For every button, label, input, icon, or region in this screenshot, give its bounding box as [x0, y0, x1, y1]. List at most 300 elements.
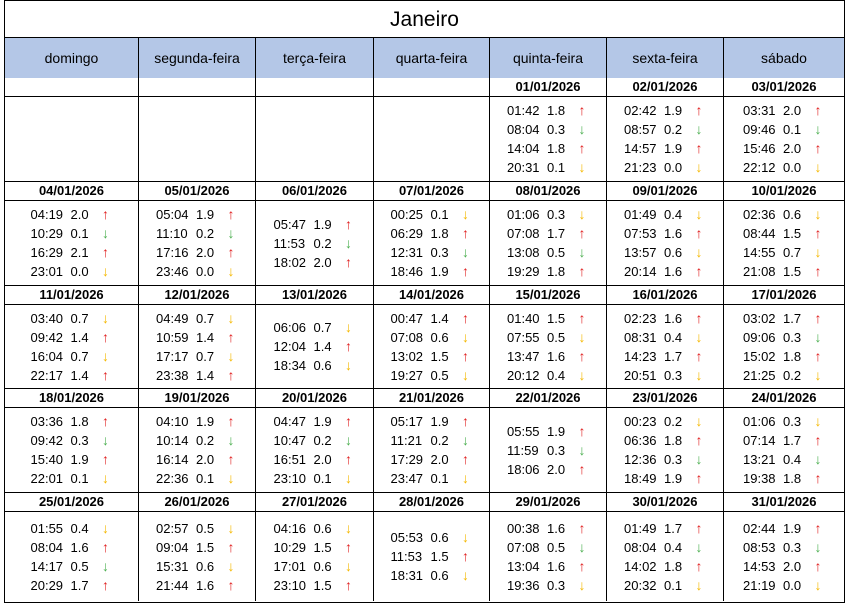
- arrow-up-icon: ↑: [462, 225, 469, 241]
- tide-height: 1.5: [547, 310, 566, 326]
- tide-height: 0.3: [547, 122, 566, 137]
- tide-list: [490, 201, 606, 286]
- weeks-grid: [5, 78, 844, 601]
- tide-height: 0.7: [70, 310, 89, 326]
- day-cell: [139, 493, 256, 601]
- tide-height: 0.6: [313, 558, 332, 574]
- tide-time: 07:53: [624, 226, 657, 241]
- tide-list: [607, 305, 723, 389]
- arrow-down-icon: ↓: [578, 366, 586, 383]
- tide-height: 0.6: [196, 558, 215, 574]
- day-date: 28/01/2026: [374, 493, 489, 512]
- arrow-up-icon: ↑: [345, 538, 352, 555]
- tide-entry: [274, 234, 356, 253]
- day-date: 01/01/2026: [490, 78, 606, 97]
- tide-height: 0.1: [430, 471, 449, 486]
- tide-time: 19:29: [507, 264, 540, 279]
- tide-time: 06:29: [390, 226, 424, 241]
- tide-height: 0.2: [196, 433, 215, 448]
- tide-height: 0.2: [313, 235, 332, 251]
- day-date: 23/01/2026: [607, 389, 723, 408]
- tide-entry: [156, 557, 238, 576]
- arrow-up-icon: ↑: [814, 432, 822, 448]
- arrow-down-icon: ↓: [345, 557, 352, 574]
- tide-height: 0.7: [196, 310, 215, 326]
- tide-height: 1.7: [664, 348, 683, 364]
- tide-entry: [624, 469, 706, 488]
- tide-height: 1.4: [313, 339, 332, 354]
- tide-time: 10:29: [273, 539, 307, 555]
- tide-list: [139, 201, 255, 286]
- tide-time: 05:53: [390, 530, 424, 545]
- tide-entry: [31, 557, 113, 576]
- tide-entry: [31, 431, 113, 450]
- arrow-down-icon: ↓: [462, 366, 469, 383]
- tide-time: 16:29: [30, 245, 64, 260]
- arrow-down-icon: ↓: [578, 576, 586, 593]
- weekday-header-row: [5, 38, 844, 78]
- tide-time: 08:04: [624, 539, 657, 555]
- arrow-up-icon: ↑: [102, 366, 109, 383]
- day-cell: [607, 493, 724, 601]
- tide-time: 13:04: [507, 558, 540, 574]
- tide-entry: [274, 253, 356, 272]
- tide-calendar: [4, 0, 845, 603]
- arrow-down-icon: ↓: [227, 225, 235, 241]
- tide-height: 1.9: [70, 452, 89, 467]
- day-cell: [724, 286, 844, 389]
- arrow-down-icon: ↓: [345, 432, 352, 448]
- tide-height: 0.0: [70, 264, 89, 279]
- arrow-down-icon: ↓: [695, 576, 703, 593]
- tide-time: 08:04: [30, 539, 64, 555]
- tide-height: 1.8: [547, 264, 566, 279]
- tide-time: 01:06: [507, 207, 540, 222]
- tide-height: 0.2: [313, 433, 332, 448]
- arrow-up-icon: ↑: [578, 557, 586, 574]
- tide-height: 0.3: [783, 414, 802, 429]
- tide-entry: [743, 101, 825, 120]
- tide-height: 1.9: [313, 216, 332, 232]
- arrow-up-icon: ↑: [345, 253, 352, 270]
- tide-time: 08:53: [743, 539, 776, 555]
- tide-entry: [274, 412, 356, 431]
- arrow-down-icon: ↓: [814, 451, 822, 467]
- day-date: 29/01/2026: [490, 493, 606, 512]
- tide-time: 20:32: [624, 577, 657, 593]
- tide-time: 18:46: [390, 264, 424, 279]
- day-date: [5, 78, 138, 97]
- arrow-down-icon: ↓: [227, 557, 235, 574]
- tide-entry: [507, 158, 589, 177]
- tide-entry: [507, 309, 589, 328]
- month-title: Janeiro: [5, 1, 844, 38]
- tide-entry: [156, 243, 238, 262]
- day-date: 12/01/2026: [139, 286, 255, 305]
- tide-time: 19:36: [507, 577, 540, 593]
- tide-list: [5, 512, 138, 601]
- arrow-down-icon: ↓: [102, 557, 109, 574]
- tide-height: 0.7: [70, 348, 89, 364]
- tide-height: 0.4: [664, 329, 683, 345]
- day-date: 22/01/2026: [490, 389, 606, 408]
- arrow-down-icon: ↓: [814, 366, 822, 383]
- tide-height: 1.9: [664, 103, 683, 118]
- tide-time: 15:40: [30, 452, 64, 467]
- week-row: [5, 286, 844, 389]
- arrow-down-icon: ↓: [462, 470, 469, 486]
- arrow-up-icon: ↑: [102, 451, 109, 467]
- day-date: 27/01/2026: [256, 493, 373, 512]
- tide-time: 07:14: [743, 433, 776, 448]
- day-date: 07/01/2026: [374, 182, 489, 201]
- tide-time: 11:21: [390, 433, 423, 448]
- arrow-down-icon: ↓: [102, 519, 109, 536]
- tide-height: 0.6: [664, 245, 683, 260]
- tide-entry: [274, 519, 356, 538]
- tide-entry: [624, 366, 706, 385]
- arrow-up-icon: ↑: [102, 328, 109, 345]
- tide-list: [256, 97, 373, 182]
- tide-height: 0.3: [783, 539, 802, 555]
- tide-time: 13:02: [390, 348, 424, 364]
- day-date: 17/01/2026: [724, 286, 844, 305]
- tide-time: 22:01: [30, 471, 64, 486]
- tide-entry: [507, 460, 589, 479]
- tide-time: 12:31: [390, 245, 424, 260]
- tide-height: 0.2: [664, 414, 683, 429]
- tide-height: 1.5: [783, 226, 802, 241]
- tide-entry: [274, 215, 356, 234]
- arrow-down-icon: ↓: [102, 225, 109, 241]
- tide-list: [139, 408, 255, 493]
- arrow-down-icon: ↓: [695, 538, 703, 555]
- arrow-up-icon: ↑: [102, 413, 109, 429]
- tide-time: 18:34: [273, 358, 307, 373]
- day-cell: [5, 286, 139, 389]
- tide-time: 05:17: [390, 414, 424, 429]
- tide-entry: [624, 139, 706, 158]
- tide-height: 0.3: [547, 577, 566, 593]
- day-cell: [607, 78, 724, 182]
- day-date: 14/01/2026: [374, 286, 489, 305]
- tide-entry: [274, 538, 356, 557]
- tide-entry: [31, 366, 113, 385]
- arrow-up-icon: ↑: [695, 225, 703, 241]
- arrow-up-icon: ↑: [578, 519, 586, 536]
- tide-time: 10:14: [156, 433, 189, 448]
- tide-time: 06:06: [273, 320, 307, 335]
- tide-entry: [507, 205, 589, 224]
- tide-height: 0.1: [430, 207, 449, 222]
- tide-list: [256, 408, 373, 493]
- tide-list: [724, 201, 844, 286]
- arrow-down-icon: ↓: [695, 244, 703, 260]
- arrow-down-icon: ↓: [695, 328, 703, 345]
- arrow-down-icon: ↓: [578, 206, 586, 222]
- day-date: [256, 78, 373, 97]
- tide-entry: [743, 538, 825, 557]
- day-date: 15/01/2026: [490, 286, 606, 305]
- tide-entry: [624, 309, 706, 328]
- tide-list: [5, 408, 138, 493]
- tide-time: 23:46: [156, 264, 189, 279]
- tide-time: 16:14: [156, 452, 189, 467]
- tide-entry: [743, 120, 825, 139]
- tide-time: 23:01: [30, 264, 64, 279]
- tide-time: 09:42: [30, 433, 64, 448]
- tide-time: 10:47: [273, 433, 307, 448]
- tide-height: 1.4: [70, 367, 89, 383]
- tide-time: 22:12: [743, 160, 776, 175]
- arrow-up-icon: ↑: [227, 451, 235, 467]
- weekday-header: quinta-feira: [490, 38, 607, 78]
- arrow-up-icon: ↑: [462, 451, 469, 467]
- tide-entry: [507, 366, 589, 385]
- tide-height: 1.7: [664, 520, 683, 536]
- tide-height: 1.8: [664, 558, 683, 574]
- arrow-up-icon: ↑: [578, 102, 586, 118]
- tide-entry: [274, 318, 356, 337]
- tide-time: 01:49: [624, 520, 657, 536]
- tide-height: 1.6: [547, 348, 566, 364]
- tide-time: 03:31: [743, 103, 776, 118]
- tide-list: [374, 512, 489, 601]
- tide-height: 0.5: [547, 329, 566, 345]
- tide-height: 0.6: [313, 520, 332, 536]
- tide-time: 02:44: [743, 520, 776, 536]
- tide-height: 0.5: [547, 539, 566, 555]
- arrow-up-icon: ↑: [695, 432, 703, 448]
- tide-time: 11:10: [156, 226, 188, 241]
- tide-list: [607, 97, 723, 182]
- day-cell: [724, 182, 844, 286]
- arrow-down-icon: ↓: [227, 470, 235, 486]
- tide-time: 08:04: [507, 122, 540, 137]
- arrow-up-icon: ↑: [695, 309, 703, 326]
- tide-time: 18:06: [507, 461, 540, 477]
- day-cell: [490, 389, 607, 493]
- arrow-up-icon: ↑: [227, 206, 235, 222]
- tide-height: 1.8: [783, 348, 802, 364]
- tide-time: 07:08: [390, 329, 424, 345]
- tide-time: 20:29: [30, 577, 64, 593]
- tide-time: 23:10: [273, 577, 307, 593]
- tide-height: 1.6: [547, 520, 566, 536]
- tide-time: 11:53: [273, 235, 306, 251]
- day-cell: [607, 389, 724, 493]
- tide-time: 07:08: [507, 539, 540, 555]
- tide-entry: [391, 224, 473, 243]
- tide-entry: [507, 139, 589, 158]
- day-cell: [374, 389, 490, 493]
- tide-height: 0.0: [196, 264, 215, 279]
- tide-time: 20:14: [624, 264, 657, 279]
- arrow-up-icon: ↑: [462, 413, 469, 429]
- week-row: [5, 389, 844, 493]
- tide-height: 1.8: [783, 471, 802, 486]
- arrow-up-icon: ↑: [695, 557, 703, 574]
- tide-entry: [743, 469, 825, 488]
- tide-height: 0.6: [430, 530, 449, 545]
- tide-height: 1.8: [430, 226, 449, 241]
- tide-entry: [391, 431, 473, 450]
- day-date: 08/01/2026: [490, 182, 606, 201]
- tide-time: 17:29: [390, 452, 424, 467]
- tide-time: 14:17: [30, 558, 64, 574]
- tide-entry: [743, 347, 825, 366]
- tide-entry: [156, 366, 238, 385]
- arrow-up-icon: ↑: [695, 347, 703, 364]
- arrow-down-icon: ↓: [814, 206, 822, 222]
- tide-height: 1.6: [70, 539, 89, 555]
- tide-entry: [274, 431, 356, 450]
- tide-height: 1.9: [783, 520, 802, 536]
- arrow-down-icon: ↓: [102, 347, 109, 364]
- tide-time: 09:42: [30, 329, 64, 345]
- weekday-header: sexta-feira: [607, 38, 724, 78]
- tide-height: 0.4: [547, 367, 566, 383]
- tide-time: 03:36: [30, 414, 64, 429]
- tide-entry: [507, 262, 589, 281]
- tide-time: 18:49: [624, 471, 657, 486]
- arrow-up-icon: ↑: [462, 548, 469, 564]
- arrow-down-icon: ↓: [695, 121, 703, 137]
- tide-time: 15:31: [156, 558, 189, 574]
- tide-entry: [507, 576, 589, 595]
- arrow-up-icon: ↑: [814, 102, 822, 118]
- day-date: 24/01/2026: [724, 389, 844, 408]
- tide-height: 1.5: [196, 539, 215, 555]
- day-cell: [724, 493, 844, 601]
- tide-entry: [391, 412, 473, 431]
- day-cell: [374, 493, 490, 601]
- tide-list: [256, 201, 373, 286]
- arrow-up-icon: ↑: [814, 557, 822, 574]
- tide-time: 21:23: [624, 160, 657, 175]
- tide-entry: [156, 224, 238, 243]
- tide-time: 23:10: [273, 471, 307, 486]
- tide-height: 0.0: [664, 160, 683, 175]
- tide-height: 1.9: [430, 414, 449, 429]
- tide-entry: [624, 224, 706, 243]
- tide-time: 13:57: [624, 245, 657, 260]
- tide-height: 1.9: [430, 264, 449, 279]
- tide-height: 1.5: [313, 539, 332, 555]
- arrow-down-icon: ↓: [345, 519, 352, 536]
- tide-entry: [31, 328, 113, 347]
- day-cell: [374, 286, 490, 389]
- day-cell: [724, 78, 844, 182]
- tide-list: [724, 408, 844, 493]
- tide-entry: [156, 347, 238, 366]
- tide-list: [724, 305, 844, 389]
- tide-height: 2.0: [783, 558, 802, 574]
- arrow-up-icon: ↑: [227, 366, 235, 383]
- arrow-up-icon: ↑: [814, 347, 822, 364]
- tide-time: 02:23: [624, 310, 657, 326]
- tide-height: 0.7: [196, 348, 215, 364]
- tide-time: 14:53: [743, 558, 776, 574]
- tide-height: 0.1: [547, 160, 566, 175]
- day-cell: [256, 493, 374, 601]
- tide-entry: [624, 158, 706, 177]
- tide-height: 2.0: [70, 207, 89, 222]
- arrow-down-icon: ↓: [462, 432, 469, 448]
- tide-entry: [743, 309, 825, 328]
- arrow-up-icon: ↑: [695, 263, 703, 279]
- arrow-down-icon: ↓: [345, 234, 352, 251]
- tide-height: 0.6: [430, 568, 449, 583]
- day-cell: [490, 78, 607, 182]
- tide-entry: [391, 450, 473, 469]
- tide-time: 02:36: [743, 207, 776, 222]
- day-date: 04/01/2026: [5, 182, 138, 201]
- tide-entry: [743, 262, 825, 281]
- tide-entry: [743, 450, 825, 469]
- day-date: 06/01/2026: [256, 182, 373, 201]
- arrow-down-icon: ↓: [695, 366, 703, 383]
- tide-time: 17:01: [273, 558, 307, 574]
- arrow-down-icon: ↓: [578, 121, 586, 137]
- tide-entry: [156, 576, 238, 595]
- tide-entry: [507, 422, 589, 441]
- arrow-up-icon: ↑: [578, 140, 586, 156]
- tide-entry: [507, 441, 589, 460]
- day-date: 18/01/2026: [5, 389, 138, 408]
- tide-time: 21:19: [743, 577, 776, 593]
- tide-entry: [391, 309, 473, 328]
- arrow-up-icon: ↑: [814, 225, 822, 241]
- tide-time: 00:23: [624, 414, 657, 429]
- day-date: [139, 78, 255, 97]
- tide-entry: [624, 431, 706, 450]
- arrow-down-icon: ↓: [695, 159, 703, 175]
- tide-height: 1.6: [196, 577, 215, 593]
- tide-height: 2.0: [547, 461, 566, 477]
- tide-height: 2.0: [783, 103, 802, 118]
- tide-time: 11:59: [507, 442, 539, 458]
- tide-height: 0.3: [430, 245, 449, 260]
- tide-height: 1.9: [664, 141, 683, 156]
- tide-time: 19:38: [743, 471, 776, 486]
- tide-entry: [274, 356, 356, 375]
- arrow-down-icon: ↓: [462, 328, 469, 345]
- day-date: 21/01/2026: [374, 389, 489, 408]
- tide-height: 1.8: [664, 433, 683, 448]
- tide-entry: [156, 328, 238, 347]
- arrow-down-icon: ↓: [578, 538, 586, 555]
- tide-entry: [624, 101, 706, 120]
- day-cell: [5, 493, 139, 601]
- tide-entry: [31, 262, 113, 281]
- tide-time: 06:36: [624, 433, 657, 448]
- arrow-up-icon: ↑: [814, 519, 822, 536]
- tide-entry: [156, 205, 238, 224]
- arrow-down-icon: ↓: [227, 347, 235, 364]
- day-cell: [374, 78, 490, 182]
- arrow-down-icon: ↓: [462, 529, 469, 545]
- tide-entry: [743, 412, 825, 431]
- arrow-down-icon: ↓: [102, 432, 109, 448]
- tide-entry: [743, 224, 825, 243]
- arrow-down-icon: ↓: [227, 519, 235, 536]
- arrow-down-icon: ↓: [462, 244, 469, 260]
- day-date: 20/01/2026: [256, 389, 373, 408]
- tide-time: 17:17: [156, 348, 189, 364]
- tide-entry: [743, 576, 825, 595]
- arrow-up-icon: ↑: [227, 413, 235, 429]
